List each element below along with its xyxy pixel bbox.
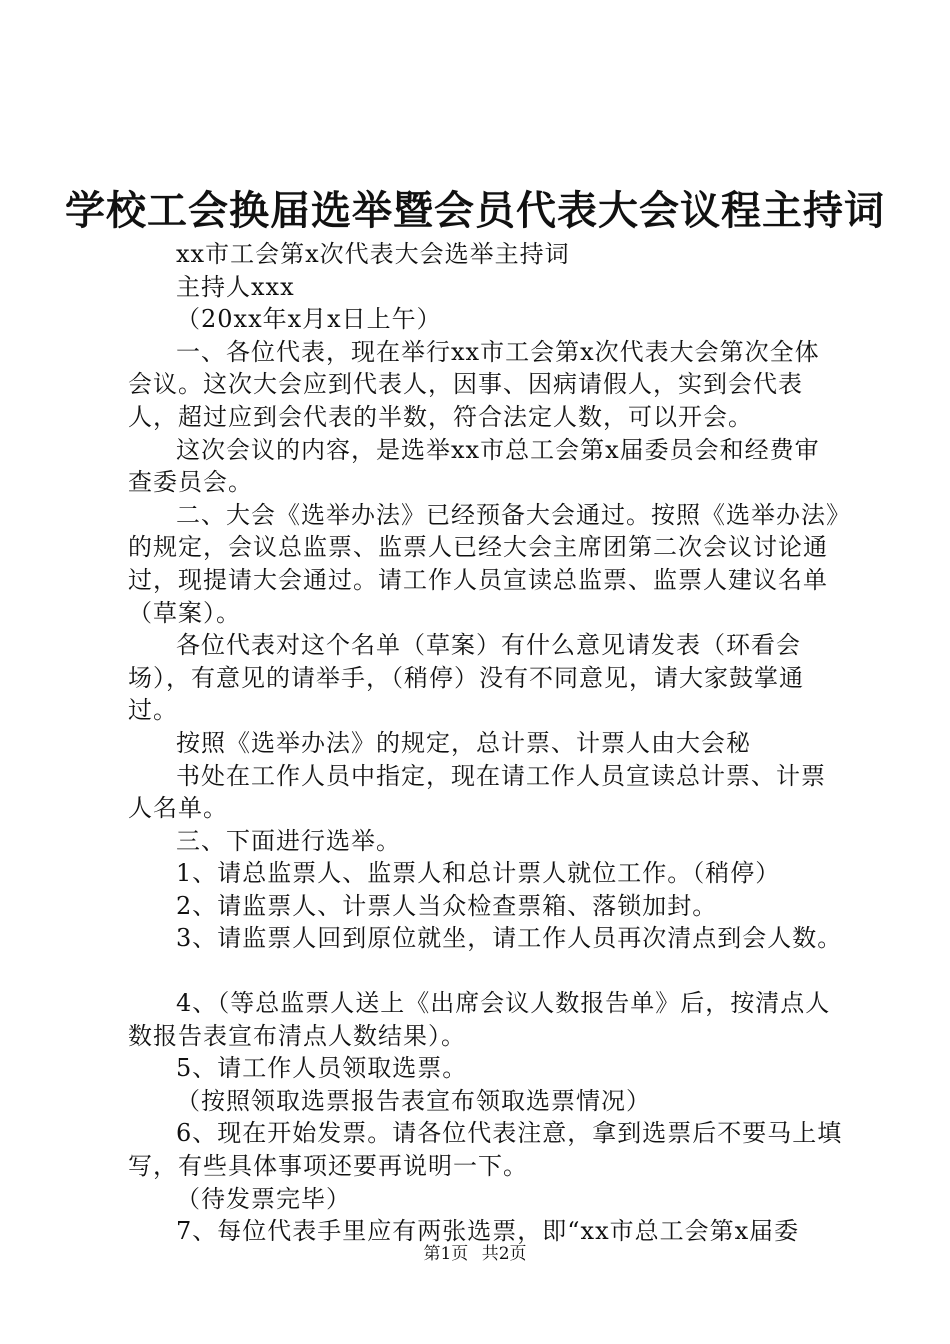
paragraph-counting-rules: 按照《选举办法》的规定，总计票、计票人由大会秘 — [176, 728, 751, 757]
document-title: 学校工会换届选举暨会员代表大会议程主持词 — [65, 188, 885, 234]
paragraph-step-5-note: （按照领取选票报告表宣布领取选票情况） — [176, 1086, 651, 1115]
paragraph-date: （20xx年x月x日上午） — [176, 305, 442, 334]
paragraph-step-3: 3、请监票人回到原位就坐，请工作人员再次清点到会人数。 — [176, 924, 843, 953]
paragraph-step-2: 2、请监票人、计票人当众检查票箱、落锁加封。 — [176, 891, 718, 920]
paragraph-meeting-content: 这次会议的内容，是选举xx市总工会第x届委员会和经费审查委员会。 — [128, 435, 820, 497]
paragraph-step-5: 5、请工作人员领取选票。 — [176, 1054, 468, 1083]
document-body — [128, 238, 843, 1248]
page-number: 第1页 — [423, 1244, 469, 1264]
paragraph-subtitle: xx市工会第x次代表大会选举主持词 — [176, 240, 570, 268]
paragraph-step-1: 1、请总监票人、监票人和总计票人就位工作。（稍停） — [176, 859, 781, 888]
paragraph-step-4: 4、（等总监票人送上《出席会议人数报告单》后，按清点人数报告表宣布清点人数结果）。 — [128, 989, 831, 1050]
paragraph-opinions: 各位代表对这个名单（草案）有什么意见请发表（环看会场），有意见的请举手，（稍停）没有不同意见，请大家鼓掌通过。 — [128, 631, 804, 725]
page-total: 共2页 — [481, 1244, 527, 1264]
paragraph-step-6-note: （待发票完毕） — [176, 1184, 351, 1213]
paragraph-secretariat: 书处在工作人员中指定，现在请工作人员宣读总计票、计票人名单。 — [128, 761, 826, 823]
paragraph-step-6: 6、现在开始发票。请各位代表注意，拿到选票后不要马上填写，有些具体事项还要再说明一下。 — [128, 1119, 843, 1181]
paragraph-section-3: 三、下面进行选举。 — [176, 826, 401, 855]
paragraph-step-7: 7、每位代表手里应有两张选票，即“xx市总工会第x届委 — [176, 1217, 800, 1246]
paragraph-section-1: 一、各位代表，现在举行xx市工会第x次代表大会第次全体会议。这次大会应到代表人，因事、因病请假人，实到会代表人，超过应到会代表的半数，符合法定人数，可以开会。 — [128, 337, 820, 431]
page-footer — [0, 1242, 950, 1266]
paragraph-host: 主持人xxx — [176, 272, 295, 301]
paragraph-section-2: 二、大会《选举办法》已经预备大会通过。按照《选举办法》的规定，会议总监票、监票人已经大会主席团第二次会议讨论通过，现提请大会通过。请工作人员宣读总监票、监票人建议名单（草案）。 — [128, 500, 839, 627]
